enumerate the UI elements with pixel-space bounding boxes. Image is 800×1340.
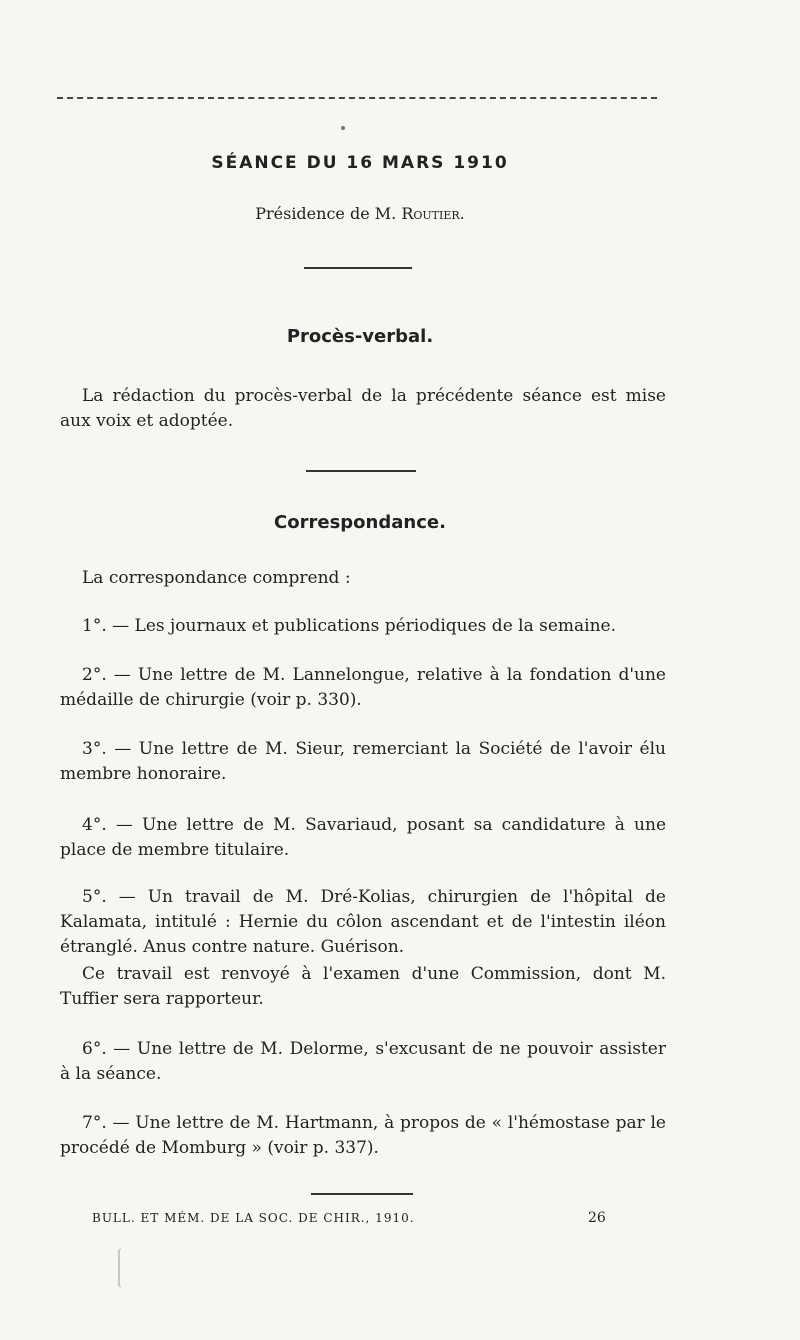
list-item: 6°. — Une lettre de M. Delorme, s'excusant de ne pouvoir assister à la séance. bbox=[60, 1039, 666, 1084]
presidence-prefix: Présidence de M. bbox=[255, 204, 397, 223]
ink-dot bbox=[341, 126, 345, 130]
section-rule bbox=[304, 267, 412, 269]
session-title: SÉANCE DU 16 MARS 1910 bbox=[211, 153, 509, 173]
presidence-name: Routier bbox=[401, 204, 460, 223]
list-item: 5°. — Un travail de M. Dré-Kolias, chirurgien de l'hôpital de Kalamata, intitulé : Hernie du côlon ascendant et de l'intestin iléon étranglé. Anus contre nature. Guérison. bbox=[60, 887, 666, 957]
proces-verbal-heading: Procès-verbal. bbox=[286, 326, 434, 347]
correspondance-intro: La correspondance comprend : bbox=[82, 568, 351, 588]
top-rule bbox=[57, 97, 657, 99]
correspondance-heading: Correspondance. bbox=[274, 512, 446, 533]
list-item: Ce travail est renvoyé à l'examen d'une Commission, dont M. Tuffier sera rapporteur. bbox=[60, 964, 666, 1009]
list-item: 1°. — Les journaux et publications périodiques de la semaine. bbox=[82, 616, 617, 636]
presidence-suffix: . bbox=[459, 204, 465, 223]
page-number: 26 bbox=[588, 1210, 606, 1226]
list-item: 7°. — Une lettre de M. Hartmann, à propos de « l'hémostase par le procédé de Momburg » (voir p. 337). bbox=[60, 1113, 666, 1158]
scan-mark bbox=[118, 1248, 128, 1288]
list-item: 2°. — Une lettre de M. Lannelongue, relative à la fondation d'une médaille de chirurgie (voir p. 330). bbox=[60, 665, 666, 710]
footer-rule bbox=[311, 1193, 413, 1195]
footer-citation: BULL. ET MÉM. DE LA SOC. DE CHIR., 1910. bbox=[92, 1211, 415, 1225]
section-rule bbox=[306, 470, 416, 472]
list-item: 4°. — Une lettre de M. Savariaud, posant sa candidature à une place de membre titulaire. bbox=[60, 815, 666, 860]
list-item: 3°. — Une lettre de M. Sieur, remerciant la Société de l'avoir élu membre honoraire. bbox=[60, 739, 666, 784]
proces-verbal-text: La rédaction du procès-verbal de la précédente séance est mise aux voix et adoptée. bbox=[60, 386, 666, 431]
presidence-line bbox=[0, 204, 720, 223]
